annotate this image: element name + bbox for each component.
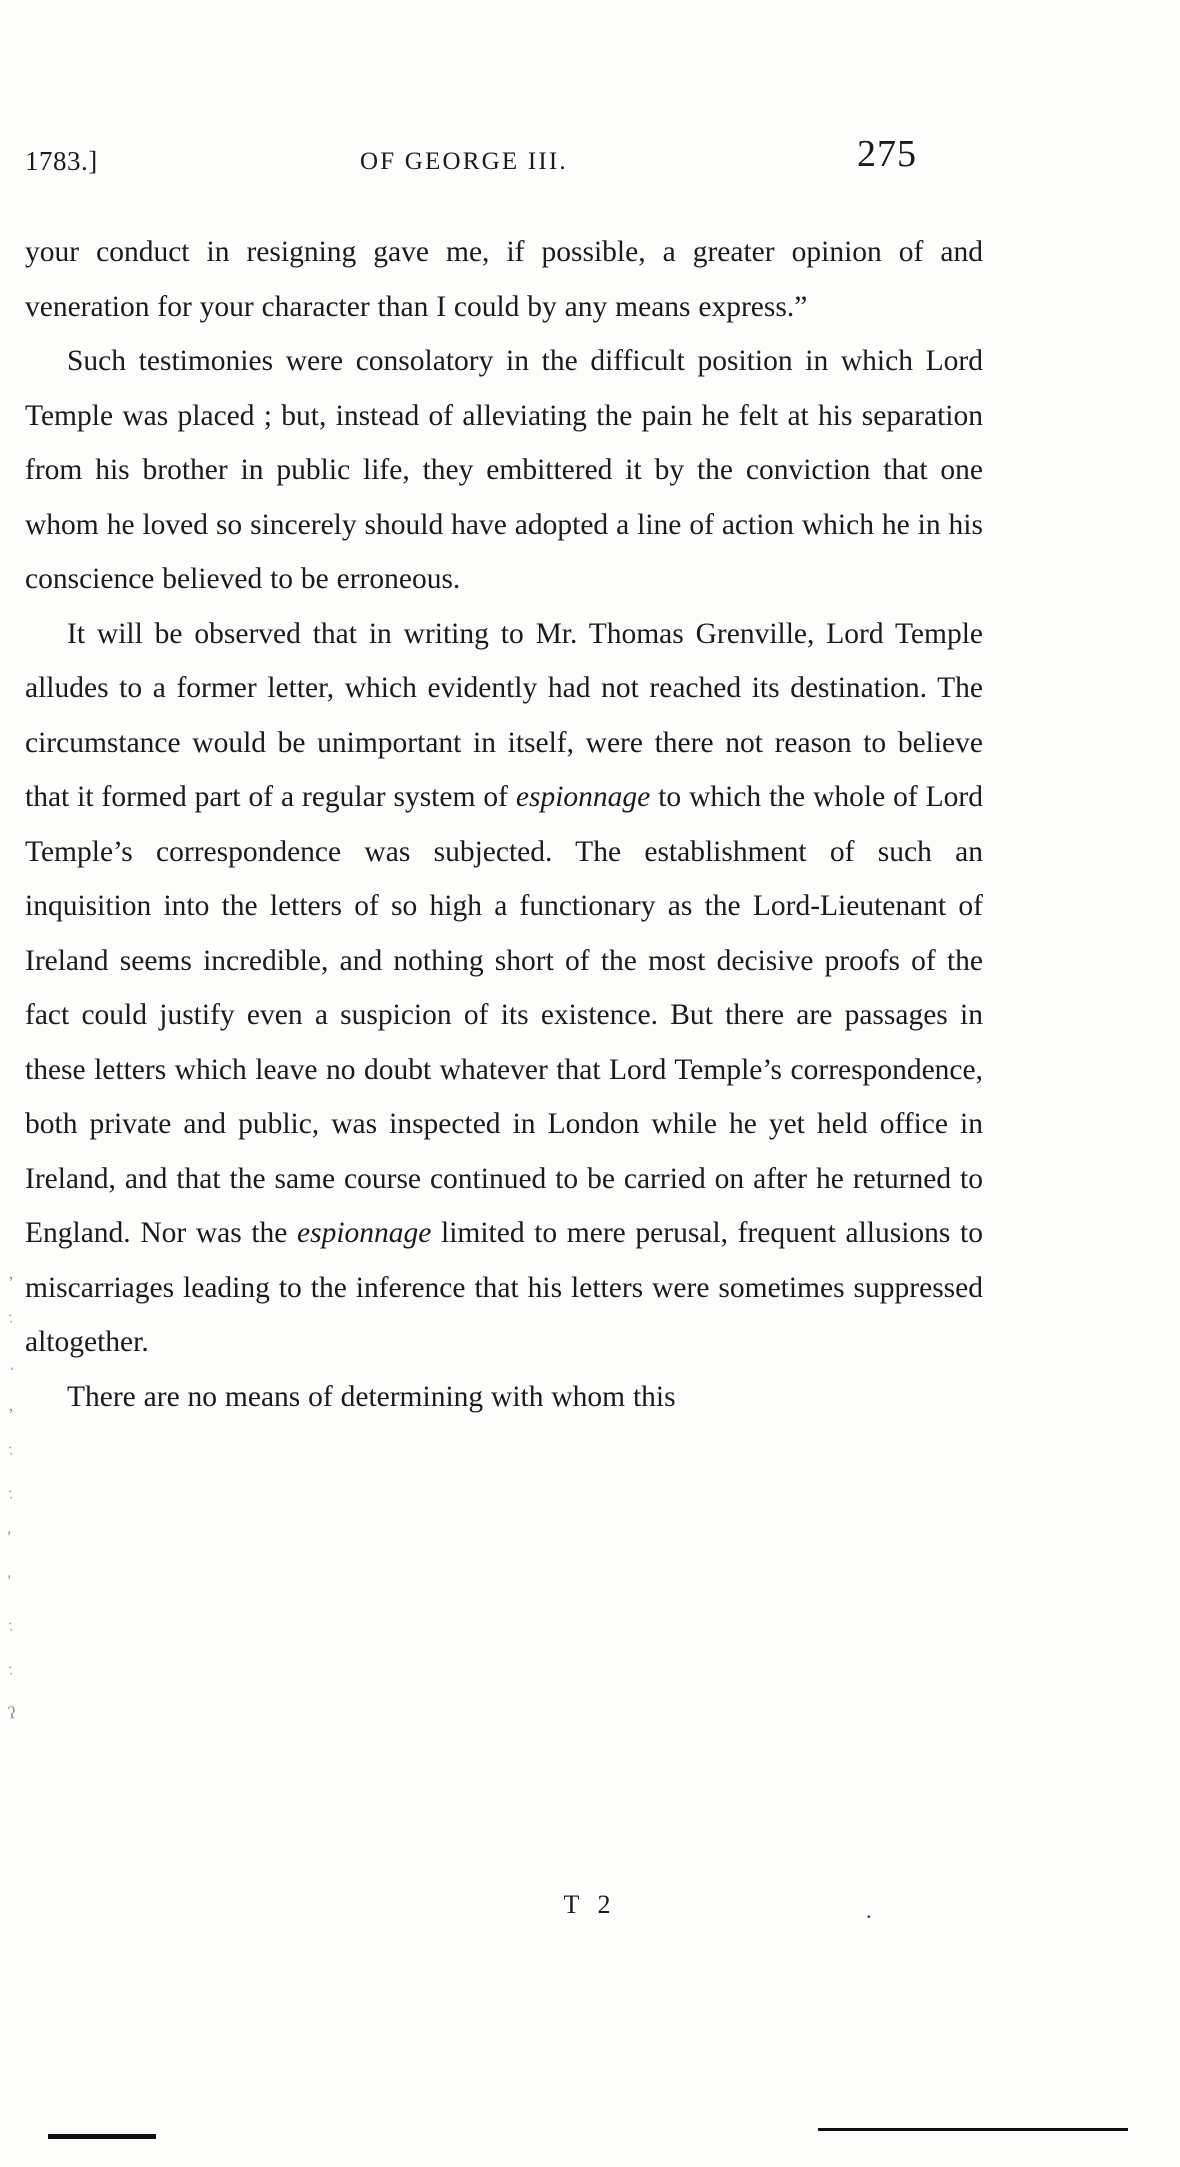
- edge-mark: ,: [6, 1395, 14, 1415]
- edge-mark: ː: [6, 1615, 15, 1635]
- edge-mark: ː: [6, 1483, 15, 1503]
- edge-mark: ː: [6, 1439, 15, 1459]
- paragraph: It will be observed that in writing to Mr. Thomas Grenville, Lord Temple alludes to a former letter, which evidently had not reached its destination. The circumstance would be unimportant in itself, were there not reason to believe that it formed part of a regular system of espionnage to which the whole of Lord Temple’s correspondence was subjected. The establishment of such an inquisition into the letters of so high a functionary as the Lord-Lieutenant of Ireland seems incredible, and nothing short of the most decisive proofs of the fact could justify even a suspicion of its existence. But there are passages in these letters which leave no doubt whatever that Lord Temple’s correspondence, both private and public, was inspected in London while he yet held office in Ireland, and that the same course continued to be carried on after he returned to England. Nor was the espionnage limited to mere perusal, frequent allusions to miscarriages leading to the inference that his letters were sometimes suppressed altogether.: [25, 617, 983, 1358]
- edge-mark: ′: [6, 1527, 14, 1547]
- body-text: [25, 225, 983, 1424]
- edge-mark: ʔ: [6, 1702, 17, 1723]
- paragraph: your conduct in resigning gave me, if possible, a greater opinion of and veneration for your character than I could by any means express.”: [25, 236, 983, 323]
- scan-edge-marks: [8, 1250, 34, 1810]
- edge-mark: ː: [6, 1307, 15, 1327]
- stray-dot-mark: .: [866, 1898, 872, 1923]
- bottom-rule-left: [48, 2134, 156, 2139]
- bottom-rule-right: [818, 2128, 1128, 2131]
- header-year: 1783.]: [25, 146, 98, 176]
- signature-mark: T 2: [563, 1890, 617, 1919]
- edge-mark: ′: [6, 1571, 14, 1591]
- running-head: [25, 130, 985, 190]
- page-number: 275: [857, 133, 917, 175]
- paragraph: Such testimonies were consolatory in the difficult position in which Lord Temple was placed ; but, instead of alleviating the pain he felt at his separation from his brother in public life, they embittered it by the conviction that one whom he loved so sincerely should have adopted a line of action which he in his conscience believed to be erroneous.: [25, 345, 983, 595]
- edge-mark: ͵: [6, 1351, 15, 1371]
- edge-mark: ː: [6, 1659, 15, 1679]
- edge-mark: ,: [6, 1263, 14, 1283]
- header-title: OF GEORGE III.: [360, 148, 568, 175]
- paragraph: There are no means of determining with whom this: [67, 1380, 676, 1413]
